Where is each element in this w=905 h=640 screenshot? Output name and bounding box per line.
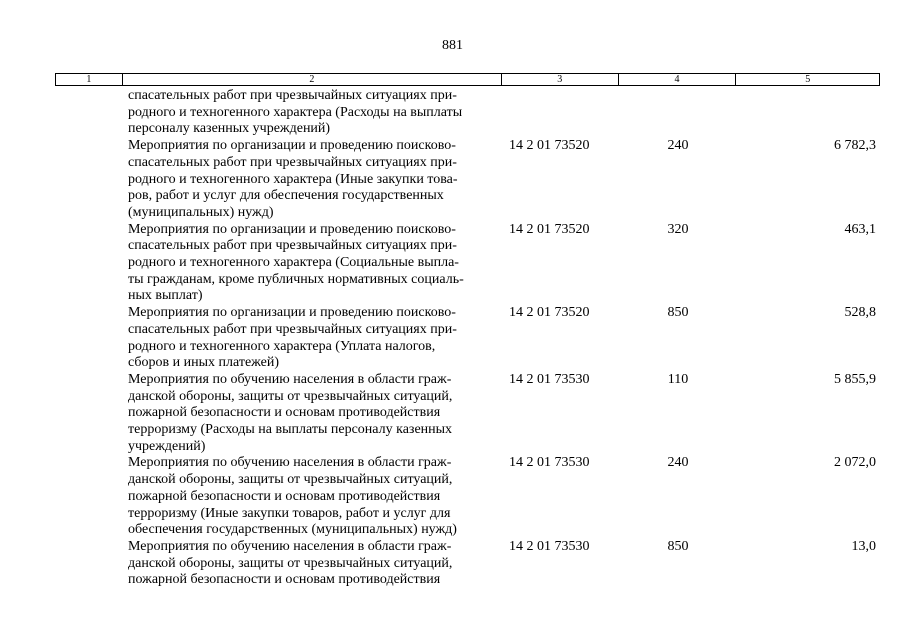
header-col-5: 5 xyxy=(805,74,811,85)
header-col-3: 3 xyxy=(502,74,619,85)
row-amount: 2 072,0 xyxy=(834,455,876,471)
row-expense-type: 110 xyxy=(667,371,689,387)
row-code: 14 2 01 73530 xyxy=(509,455,590,471)
table-row xyxy=(0,455,905,539)
table-row xyxy=(0,305,905,372)
header-col-2: 2 xyxy=(123,74,502,85)
table-row xyxy=(0,539,905,589)
table-row xyxy=(0,88,905,138)
row-description: Мероприятия по обучению населения в области граж- данской обороны, защиты от чрезвычайных ситуаций, пожарной безопасности и основам противодействия терроризму (Расходы на выплаты персоналу казенных учреждений) xyxy=(128,371,453,454)
row-description: Мероприятия по организации и проведению поисково- спасательных работ при чрезвычайных ситуациях при- родного и техногенного характера (Уплата налогов, сборов и иных платежей) xyxy=(128,305,457,371)
table-row xyxy=(0,138,905,222)
row-amount: 5 855,9 xyxy=(834,371,876,387)
row-description: Мероприятия по обучению населения в области граж- данской обороны, защиты от чрезвычайных ситуаций, пожарной безопасности и основам противодействия xyxy=(128,538,453,588)
row-description: Мероприятия по организации и проведению поисково- спасательных работ при чрезвычайных ситуациях при- родного и техногенного характера (Иные закупки това- ров, работ и услуг для обеспечения государственных (муниципальных) нужд) xyxy=(128,138,458,220)
row-description: спасательных работ при чрезвычайных ситуациях при- родного и техногенного характера (Расходы на выплаты персоналу казенных учреждений) xyxy=(128,88,463,137)
row-amount: 13,0 xyxy=(851,538,876,554)
row-expense-type: 320 xyxy=(667,221,689,237)
page-number: 881 xyxy=(442,38,463,53)
row-description: Мероприятия по организации и проведению поисково- спасательных работ при чрезвычайных ситуациях при- родного и техногенного характера (Социальные выпла- ты гражданам, кроме публичных нормативных социаль- ных выплат) xyxy=(128,221,464,304)
row-expense-type: 850 xyxy=(667,538,689,554)
row-code: 14 2 01 73520 xyxy=(509,221,590,237)
table-row xyxy=(0,222,905,306)
row-amount: 528,8 xyxy=(844,305,876,321)
row-amount: 463,1 xyxy=(844,221,876,237)
row-amount: 6 782,3 xyxy=(834,138,876,154)
row-expense-type: 850 xyxy=(667,305,689,321)
row-code: 14 2 01 73530 xyxy=(509,371,590,387)
header-col-4: 4 xyxy=(619,74,737,85)
row-expense-type: 240 xyxy=(667,455,689,471)
row-code: 14 2 01 73520 xyxy=(509,305,590,321)
row-code: 14 2 01 73530 xyxy=(509,538,590,554)
row-code: 14 2 01 73520 xyxy=(509,138,590,154)
row-expense-type: 240 xyxy=(667,138,689,154)
row-description: Мероприятия по обучению населения в области граж- данской обороны, защиты от чрезвычайных ситуаций, пожарной безопасности и основам противодействия терроризму (Иные закупки товаров, работ и услуг для обеспечения государственных (муниципальных) нужд) xyxy=(128,455,457,538)
header-col-1: 1 xyxy=(56,74,123,85)
table-row xyxy=(0,372,905,456)
table-body xyxy=(0,88,905,589)
table-header-row xyxy=(55,73,880,86)
